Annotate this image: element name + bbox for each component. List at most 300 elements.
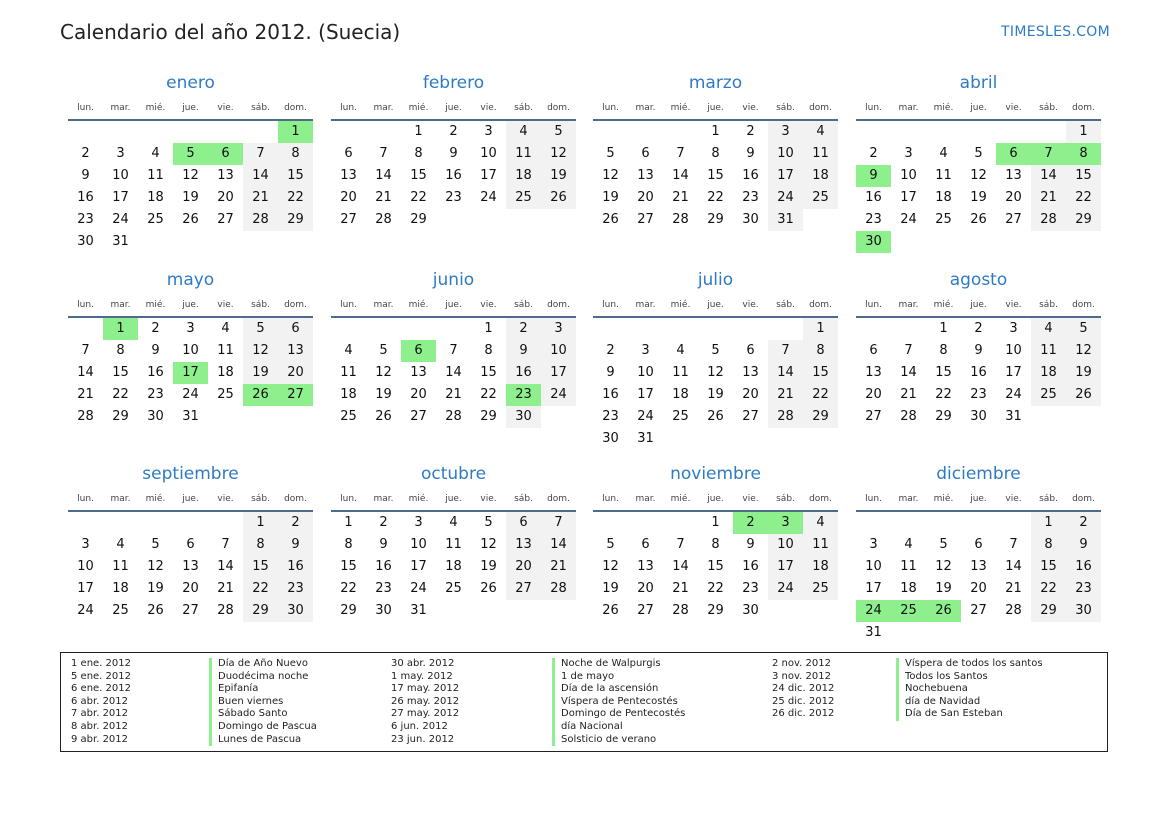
day-cell: 4 xyxy=(939,146,948,161)
day-cell: 9 xyxy=(151,343,160,358)
day-cell: 31 xyxy=(637,431,654,446)
month-name: mayo xyxy=(166,270,215,290)
legend-entry: 9 abr. 2012 xyxy=(71,733,129,745)
day-cell: 13 xyxy=(410,365,427,380)
day-cell: 16 xyxy=(970,365,987,380)
legend-names-col-1 xyxy=(209,658,317,746)
empty-cell xyxy=(366,318,401,340)
day-cell: 22 xyxy=(707,190,724,205)
day-cell: 11 xyxy=(506,143,541,165)
weekday-label: vie. xyxy=(217,103,234,113)
day-cell: 9 xyxy=(449,146,458,161)
holiday-day-cell: 23 xyxy=(506,384,541,406)
month-name: abril xyxy=(959,73,998,93)
day-cell: 13 xyxy=(970,559,987,574)
day-cell: 10 xyxy=(541,340,576,362)
day-cell: 16 xyxy=(77,190,94,205)
day-cell: 9 xyxy=(606,365,615,380)
day-cell: 25 xyxy=(147,212,164,227)
weekday-label: sáb. xyxy=(251,300,270,310)
weekday-header xyxy=(331,488,576,510)
day-cell: 27 xyxy=(637,212,654,227)
day-cell: 23 xyxy=(445,190,462,205)
weekday-label: jue. xyxy=(445,300,462,310)
empty-cell xyxy=(663,512,698,534)
weekday-label: lun. xyxy=(340,103,357,113)
day-cell: 8 xyxy=(484,343,493,358)
day-cell: 14 xyxy=(1005,559,1022,574)
weekday-label: dom. xyxy=(284,103,307,113)
day-cell: 2 xyxy=(379,515,388,530)
day-cell: 26 xyxy=(541,187,576,209)
day-cell: 5 xyxy=(711,343,720,358)
weekday-label: mar. xyxy=(635,103,656,113)
empty-cell xyxy=(366,121,401,143)
weekday-label: jue. xyxy=(445,103,462,113)
empty-cell xyxy=(926,512,961,534)
day-cell: 4 xyxy=(506,121,541,143)
weekday-label: dom. xyxy=(809,494,832,504)
brand-link[interactable]: TIMESLES.COM xyxy=(1001,24,1110,40)
legend-entry: Sábado Santo xyxy=(209,708,317,721)
day-cell: 30 xyxy=(77,234,94,249)
legend-entry: 24 dic. 2012 xyxy=(772,683,835,695)
day-cell: 17 xyxy=(900,190,917,205)
weekday-label: vie. xyxy=(1005,103,1022,113)
day-cell: 4 xyxy=(803,121,838,143)
day-cell: 12 xyxy=(541,143,576,165)
day-cell: 27 xyxy=(742,409,759,424)
month-mayo xyxy=(68,270,313,428)
legend-entry: Todos los Santos xyxy=(896,671,1043,684)
empty-cell xyxy=(436,318,471,340)
day-cell: 14 xyxy=(243,165,278,187)
day-cell: 26 xyxy=(147,603,164,618)
day-cell: 28 xyxy=(1005,603,1022,618)
holiday-day-cell: 9 xyxy=(856,165,891,187)
weekday-header xyxy=(593,294,838,316)
day-cell: 6 xyxy=(869,343,878,358)
day-cell: 2 xyxy=(151,321,160,336)
day-cell: 1 xyxy=(344,515,353,530)
legend-names-col-2 xyxy=(552,658,685,746)
empty-cell xyxy=(891,121,926,143)
day-cell: 2 xyxy=(606,343,615,358)
holiday-day-cell: 6 xyxy=(401,340,436,362)
weekday-label: lun. xyxy=(602,494,619,504)
day-cell: 8 xyxy=(414,146,423,161)
weekday-label: dom. xyxy=(1072,300,1095,310)
day-cell: 21 xyxy=(672,581,689,596)
weekday-label: mar. xyxy=(110,103,131,113)
weekday-label: mié. xyxy=(145,103,166,113)
day-cell: 25 xyxy=(506,187,541,209)
day-cell: 5 xyxy=(1066,318,1101,340)
day-cell: 16 xyxy=(742,559,759,574)
empty-cell xyxy=(628,121,663,143)
day-cell: 24 xyxy=(480,190,497,205)
weekday-header xyxy=(856,97,1101,119)
day-cell: 19 xyxy=(935,581,952,596)
day-cell: 23 xyxy=(742,581,759,596)
day-cell: 2 xyxy=(869,146,878,161)
day-grid xyxy=(856,318,1101,428)
day-cell: 3 xyxy=(186,321,195,336)
empty-cell xyxy=(68,121,103,143)
empty-cell xyxy=(208,121,243,143)
weekday-label: sáb. xyxy=(514,103,533,113)
day-cell: 10 xyxy=(1005,343,1022,358)
day-cell: 10 xyxy=(112,168,129,183)
day-grid xyxy=(331,121,576,231)
day-cell: 4 xyxy=(676,343,685,358)
day-grid xyxy=(593,318,838,450)
day-cell: 4 xyxy=(803,512,838,534)
month-name: diciembre xyxy=(936,464,1021,484)
day-cell: 5 xyxy=(939,537,948,552)
day-cell: 17 xyxy=(1005,365,1022,380)
day-cell: 18 xyxy=(445,559,462,574)
day-cell: 29 xyxy=(410,212,427,227)
day-cell: 30 xyxy=(147,409,164,424)
empty-cell xyxy=(628,318,663,340)
day-cell: 23 xyxy=(602,409,619,424)
empty-cell xyxy=(663,121,698,143)
weekday-label: jue. xyxy=(445,494,462,504)
empty-cell xyxy=(628,512,663,534)
empty-cell xyxy=(331,318,366,340)
weekday-label: sáb. xyxy=(1039,300,1058,310)
day-cell: 6 xyxy=(974,537,983,552)
day-cell: 24 xyxy=(541,384,576,406)
month-name: julio xyxy=(697,270,734,290)
day-cell: 5 xyxy=(151,537,160,552)
day-cell: 24 xyxy=(900,212,917,227)
day-cell: 8 xyxy=(243,534,278,556)
holiday-day-cell: 2 xyxy=(733,512,768,534)
day-cell: 15 xyxy=(410,168,427,183)
day-cell: 30 xyxy=(970,409,987,424)
month-name: noviembre xyxy=(670,464,761,484)
day-cell: 10 xyxy=(637,365,654,380)
day-cell: 4 xyxy=(1031,318,1066,340)
legend-entry: Víspera de Pentecostés xyxy=(552,696,685,709)
weekday-label: dom. xyxy=(284,494,307,504)
day-cell: 12 xyxy=(243,340,278,362)
empty-cell xyxy=(138,121,173,143)
day-cell: 15 xyxy=(707,168,724,183)
weekday-label: lun. xyxy=(602,300,619,310)
day-cell: 21 xyxy=(1005,581,1022,596)
day-cell: 23 xyxy=(375,581,392,596)
day-cell: 23 xyxy=(77,212,94,227)
weekday-label: vie. xyxy=(480,103,497,113)
weekday-label: mar. xyxy=(373,103,394,113)
empty-cell xyxy=(996,121,1031,143)
empty-cell xyxy=(243,121,278,143)
day-cell: 7 xyxy=(676,537,685,552)
day-cell: 13 xyxy=(865,365,882,380)
weekday-header xyxy=(68,488,313,510)
day-cell: 28 xyxy=(900,409,917,424)
legend-entry: 25 dic. 2012 xyxy=(772,695,835,707)
legend-entry: 3 nov. 2012 xyxy=(772,670,831,682)
day-cell: 11 xyxy=(672,365,689,380)
weekday-label: jue. xyxy=(707,103,724,113)
day-cell: 20 xyxy=(637,581,654,596)
holiday-day-cell: 24 xyxy=(856,600,891,622)
legend-entry: 26 dic. 2012 xyxy=(772,708,835,720)
day-cell: 10 xyxy=(768,143,803,165)
weekday-label: dom. xyxy=(547,103,570,113)
day-cell: 12 xyxy=(182,168,199,183)
weekday-label: mié. xyxy=(670,494,691,504)
day-cell: 24 xyxy=(112,212,129,227)
holiday-day-cell: 6 xyxy=(208,143,243,165)
day-cell: 6 xyxy=(344,146,353,161)
day-cell: 16 xyxy=(147,365,164,380)
day-cell: 10 xyxy=(182,343,199,358)
day-cell: 23 xyxy=(278,578,313,600)
empty-cell xyxy=(663,318,698,340)
day-cell: 5 xyxy=(484,515,493,530)
legend-entry: día de Navidad xyxy=(896,696,1043,709)
day-cell: 28 xyxy=(541,578,576,600)
weekday-label: mar. xyxy=(635,300,656,310)
weekday-label: mar. xyxy=(635,494,656,504)
day-cell: 16 xyxy=(506,362,541,384)
day-cell: 20 xyxy=(865,387,882,402)
day-cell: 15 xyxy=(707,559,724,574)
day-cell: 12 xyxy=(480,537,497,552)
day-cell: 27 xyxy=(970,603,987,618)
weekday-header xyxy=(856,294,1101,316)
day-grid xyxy=(856,512,1101,644)
day-cell: 29 xyxy=(340,603,357,618)
empty-cell xyxy=(698,318,733,340)
day-cell: 18 xyxy=(935,190,952,205)
day-cell: 25 xyxy=(803,187,838,209)
day-cell: 21 xyxy=(672,190,689,205)
weekday-label: vie. xyxy=(742,103,759,113)
day-cell: 18 xyxy=(340,387,357,402)
day-cell: 29 xyxy=(707,603,724,618)
day-cell: 8 xyxy=(711,537,720,552)
day-cell: 6 xyxy=(746,343,755,358)
day-cell: 19 xyxy=(602,581,619,596)
day-cell: 29 xyxy=(278,209,313,231)
day-cell: 7 xyxy=(449,343,458,358)
day-cell: 3 xyxy=(768,121,803,143)
day-cell: 30 xyxy=(1066,600,1101,622)
legend-entry: 23 jun. 2012 xyxy=(391,733,455,745)
day-grid xyxy=(331,512,576,622)
day-grid xyxy=(593,121,838,231)
day-cell: 16 xyxy=(278,556,313,578)
day-cell: 14 xyxy=(375,168,392,183)
day-cell: 18 xyxy=(672,387,689,402)
day-cell: 19 xyxy=(707,387,724,402)
day-cell: 20 xyxy=(1005,190,1022,205)
day-cell: 27 xyxy=(865,409,882,424)
day-cell: 19 xyxy=(147,581,164,596)
day-cell: 7 xyxy=(904,343,913,358)
day-grid xyxy=(68,121,313,253)
day-cell: 20 xyxy=(340,190,357,205)
day-cell: 6 xyxy=(641,537,650,552)
day-cell: 22 xyxy=(112,387,129,402)
day-cell: 29 xyxy=(803,406,838,428)
day-cell: 22 xyxy=(1066,187,1101,209)
holiday-day-cell: 17 xyxy=(173,362,208,384)
legend-entry: 17 may. 2012 xyxy=(391,683,460,695)
day-cell: 1 xyxy=(711,515,720,530)
weekday-label: mar. xyxy=(373,494,394,504)
empty-cell xyxy=(891,318,926,340)
day-cell: 20 xyxy=(410,387,427,402)
month-junio xyxy=(331,270,576,428)
weekday-label: mar. xyxy=(898,103,919,113)
empty-cell xyxy=(401,318,436,340)
holiday-day-cell: 30 xyxy=(856,231,891,253)
day-cell: 28 xyxy=(243,209,278,231)
day-cell: 5 xyxy=(379,343,388,358)
weekday-label: sáb. xyxy=(776,300,795,310)
empty-cell xyxy=(103,512,138,534)
day-cell: 19 xyxy=(243,362,278,384)
day-cell: 21 xyxy=(217,581,234,596)
weekday-label: mié. xyxy=(933,494,954,504)
day-cell: 14 xyxy=(672,168,689,183)
weekday-label: mié. xyxy=(933,300,954,310)
weekday-label: vie. xyxy=(480,300,497,310)
day-cell: 4 xyxy=(151,146,160,161)
weekday-header xyxy=(593,488,838,510)
empty-cell xyxy=(593,121,628,143)
day-cell: 9 xyxy=(278,534,313,556)
empty-cell xyxy=(733,318,768,340)
month-name: octubre xyxy=(420,464,487,484)
day-cell: 21 xyxy=(375,190,392,205)
legend-entry: 8 abr. 2012 xyxy=(71,720,129,732)
day-cell: 10 xyxy=(768,534,803,556)
day-cell: 5 xyxy=(606,146,615,161)
weekday-label: mié. xyxy=(933,103,954,113)
day-cell: 24 xyxy=(1005,387,1022,402)
empty-cell xyxy=(68,512,103,534)
weekday-label: vie. xyxy=(1005,494,1022,504)
holiday-day-cell: 26 xyxy=(243,384,278,406)
day-cell: 20 xyxy=(278,362,313,384)
day-cell: 13 xyxy=(217,168,234,183)
day-cell: 21 xyxy=(77,387,94,402)
day-cell: 27 xyxy=(410,409,427,424)
day-cell: 22 xyxy=(1031,578,1066,600)
weekday-label: dom. xyxy=(1072,494,1095,504)
day-cell: 11 xyxy=(803,143,838,165)
day-cell: 14 xyxy=(541,534,576,556)
legend-entry: Día de Año Nuevo xyxy=(209,658,317,671)
day-cell: 27 xyxy=(1005,212,1022,227)
day-cell: 8 xyxy=(116,343,125,358)
weekday-label: mié. xyxy=(408,494,429,504)
legend-entry: día Nacional xyxy=(552,721,685,734)
day-cell: 23 xyxy=(147,387,164,402)
day-grid xyxy=(68,318,313,428)
day-cell: 12 xyxy=(602,168,619,183)
legend-entry: Epifanía xyxy=(209,683,317,696)
day-cell: 1 xyxy=(803,318,838,340)
weekday-label: lun. xyxy=(865,300,882,310)
empty-cell xyxy=(961,512,996,534)
day-cell: 1 xyxy=(939,321,948,336)
legend-entry: Día de San Esteban xyxy=(896,708,1043,721)
day-cell: 7 xyxy=(676,146,685,161)
day-cell: 7 xyxy=(379,146,388,161)
day-cell: 25 xyxy=(935,212,952,227)
day-cell: 25 xyxy=(445,581,462,596)
day-cell: 9 xyxy=(1066,534,1101,556)
legend-entry: 5 ene. 2012 xyxy=(71,670,131,682)
weekday-label: vie. xyxy=(742,494,759,504)
weekday-label: jue. xyxy=(970,494,987,504)
day-cell: 22 xyxy=(803,384,838,406)
day-cell: 17 xyxy=(768,165,803,187)
day-cell: 6 xyxy=(641,146,650,161)
empty-cell xyxy=(996,512,1031,534)
weekday-label: jue. xyxy=(707,300,724,310)
holiday-day-cell: 25 xyxy=(891,600,926,622)
day-cell: 18 xyxy=(112,581,129,596)
holiday-day-cell: 27 xyxy=(278,384,313,406)
day-cell: 17 xyxy=(410,559,427,574)
day-cell: 28 xyxy=(768,406,803,428)
month-noviembre xyxy=(593,464,838,622)
legend-entry: 1 may. 2012 xyxy=(391,670,453,682)
day-cell: 4 xyxy=(116,537,125,552)
weekday-label: jue. xyxy=(707,494,724,504)
day-cell: 24 xyxy=(410,581,427,596)
day-cell: 20 xyxy=(637,190,654,205)
day-cell: 20 xyxy=(970,581,987,596)
day-cell: 11 xyxy=(900,559,917,574)
empty-cell xyxy=(103,121,138,143)
day-cell: 29 xyxy=(1031,600,1066,622)
day-cell: 29 xyxy=(707,212,724,227)
month-enero xyxy=(68,73,313,253)
day-cell: 22 xyxy=(935,387,952,402)
day-cell: 17 xyxy=(637,387,654,402)
day-cell: 15 xyxy=(340,559,357,574)
day-cell: 22 xyxy=(480,387,497,402)
day-cell: 27 xyxy=(637,603,654,618)
day-cell: 24 xyxy=(768,187,803,209)
weekday-label: dom. xyxy=(809,103,832,113)
day-cell: 22 xyxy=(278,187,313,209)
day-cell: 14 xyxy=(672,559,689,574)
day-cell: 11 xyxy=(340,365,357,380)
day-cell: 16 xyxy=(865,190,882,205)
legend-entry: 6 ene. 2012 xyxy=(71,683,131,695)
day-cell: 28 xyxy=(77,409,94,424)
weekday-label: mié. xyxy=(408,300,429,310)
day-cell: 12 xyxy=(1066,340,1101,362)
day-cell: 7 xyxy=(81,343,90,358)
day-cell: 25 xyxy=(1031,384,1066,406)
day-cell: 12 xyxy=(602,559,619,574)
day-cell: 20 xyxy=(742,387,759,402)
day-cell: 23 xyxy=(865,212,882,227)
